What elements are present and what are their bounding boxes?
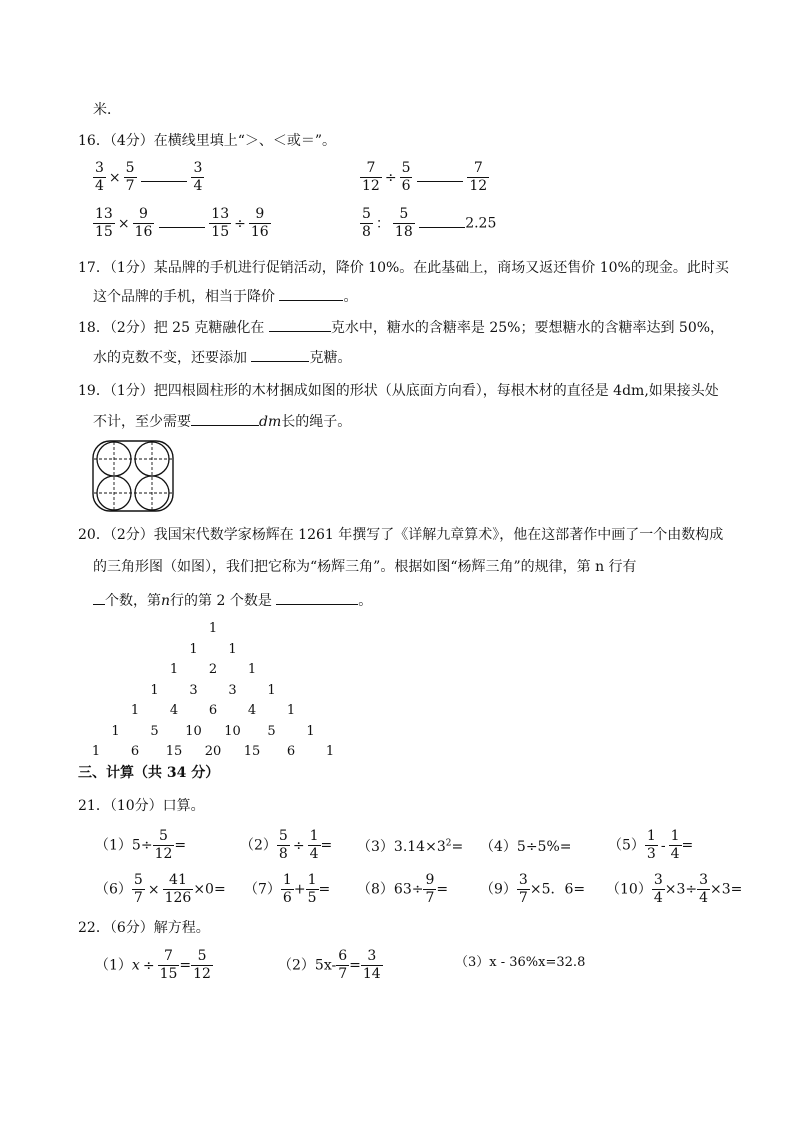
question-17-line-1: 17．（1分）某品牌的手机进行促销活动，降价 10%。在此基础上，商场又返还售价 10%的现金。此时买 <box>78 260 729 276</box>
q21-item-4: （4）5÷5%= <box>480 839 572 855</box>
triangle-number: 3 <box>228 682 237 698</box>
bundled-logs-figure <box>92 440 174 512</box>
triangle-number: 15 <box>165 744 183 759</box>
triangle-number: 1 <box>189 641 198 657</box>
triangle-number: 15 <box>243 744 261 759</box>
triangle-number: 3 <box>189 682 198 698</box>
question-18-line-1: 18．（2分）把 25 克糖融化在 克水中，糖水的含糖率是 25%；要想糖水的含糖率达到 50%， <box>78 317 724 338</box>
q21-item-8: （8）63÷ $\frac{9}{7}$ = <box>357 872 449 906</box>
answer-blank[interactable] <box>276 590 358 605</box>
answer-blank[interactable] <box>417 167 463 182</box>
answer-blank[interactable] <box>269 317 331 332</box>
section-3-heading: 三、计算（共 34 分） <box>78 765 220 781</box>
triangle-number: 1 <box>111 723 120 739</box>
triangle-number: 5 <box>267 723 276 739</box>
question-17-line-2: 这个品牌的手机，相当于降价 。 <box>93 286 357 307</box>
answer-blank[interactable] <box>191 411 259 426</box>
triangle-number: 6 <box>208 703 218 718</box>
q22-item-3: （3）x - 36%x=32.8 <box>455 955 586 970</box>
question-21-title: 21．（10分）口算。 <box>78 798 205 814</box>
q16-expression-3: $\frac{13}{15}$ × $\frac{9}{16}$ $\frac{13}{15}$ ÷ $\frac{9}{16}$ <box>95 206 269 240</box>
answer-blank[interactable] <box>93 590 105 605</box>
triangle-number: 1 <box>130 703 140 718</box>
q21-item-6: （6） $\frac{5}{7}$ × $\frac{41}{126}$ ×0= <box>95 872 226 906</box>
answer-blank[interactable] <box>141 167 187 182</box>
triangle-number: 4 <box>169 703 179 718</box>
q22-item-1: （1）x ÷ $\frac{7}{15}$ = $\frac{5}{12}$ <box>95 948 211 982</box>
question-19-line-1: 19．（1分）把四根圆柱形的木材捆成如图的形状（从底面方向看），每根木材的直径是 4dm,如果接头处 <box>78 383 719 399</box>
triangle-number: 1 <box>228 641 237 657</box>
answer-blank[interactable] <box>279 286 343 301</box>
triangle-number: 1 <box>286 703 296 718</box>
question-19-line-2: 不计，至少需要 dm长的绳子。 <box>93 411 351 432</box>
answer-blank[interactable] <box>251 347 309 362</box>
triangle-number: 1 <box>150 682 159 698</box>
triangle-number: 2 <box>208 662 218 677</box>
q16-expression-1: $\frac{3}{4}$ × $\frac{5}{7}$ $\frac{3}{4}$ <box>95 160 203 194</box>
triangle-number: 6 <box>130 744 140 759</box>
q21-item-9: （9） $\frac{3}{7}$ ×5．6= <box>480 872 586 906</box>
q21-item-10: （10） $\frac{3}{4}$ ×3÷ $\frac{3}{4}$ ×3= <box>606 872 743 906</box>
triangle-number: 1 <box>306 723 315 739</box>
q21-item-5: （5） $\frac{1}{3}$ - $\frac{1}{4}$ = <box>608 828 694 862</box>
q16-expression-2: $\frac{7}{12}$ ÷ $\frac{5}{6}$ $\frac{7}{12}$ <box>362 160 488 194</box>
triangle-number: 5 <box>150 723 159 739</box>
q21-item-1: （1）5÷ $\frac{5}{12}$ = <box>95 828 187 862</box>
question-15-tail: 米． <box>93 102 121 118</box>
triangle-number: 4 <box>247 703 257 718</box>
question-22-title: 22．（6分）解方程。 <box>78 920 210 936</box>
triangle-number: 1 <box>169 662 179 677</box>
question-20-line-3: 个数，第n行的第 2 个数是 。 <box>93 590 372 611</box>
q21-item-7: （7） $\frac{1}{6}$ + $\frac{1}{5}$ = <box>244 872 331 906</box>
q22-item-2: （2）5x- $\frac{6}{7}$ = $\frac{3}{14}$ <box>278 948 381 982</box>
triangle-number: 1 <box>91 744 101 759</box>
triangle-number: 6 <box>286 744 296 759</box>
answer-blank[interactable] <box>159 213 205 228</box>
question-16-prompt: 16．（4分）在横线里填上“＞、＜或＝”。 <box>78 133 337 149</box>
triangle-number: 1 <box>208 621 218 636</box>
triangle-number: 10 <box>224 723 241 739</box>
triangle-number: 20 <box>204 744 222 759</box>
question-20-line-2: 的三角形图（如图），我们把它称为“杨辉三角”。根据如图“杨辉三角”的规律，第 n 行有 <box>93 559 637 575</box>
triangle-number: 1 <box>325 744 335 759</box>
question-18-line-2: 水的克数不变，还要添加 克糖。 <box>93 347 351 368</box>
triangle-number: 1 <box>247 662 257 677</box>
answer-blank[interactable] <box>419 213 465 228</box>
triangle-number: 10 <box>185 723 202 739</box>
triangle-number: 1 <box>267 682 276 698</box>
q16-expression-4: $\frac{5}{8}$ ： $\frac{5}{18}$ 2.25 <box>362 206 497 240</box>
q21-item-2: （2） $\frac{5}{8}$ ÷ $\frac{1}{4}$ = <box>240 828 333 862</box>
question-20-line-1: 20．（2分）我国宋代数学家杨辉在 1261 年撰写了《详解九章算术》，他在这部著作中画了一个由数构成 <box>78 527 724 543</box>
q21-item-3: $(3)3.14\times 3^2=$ <box>357 838 464 855</box>
